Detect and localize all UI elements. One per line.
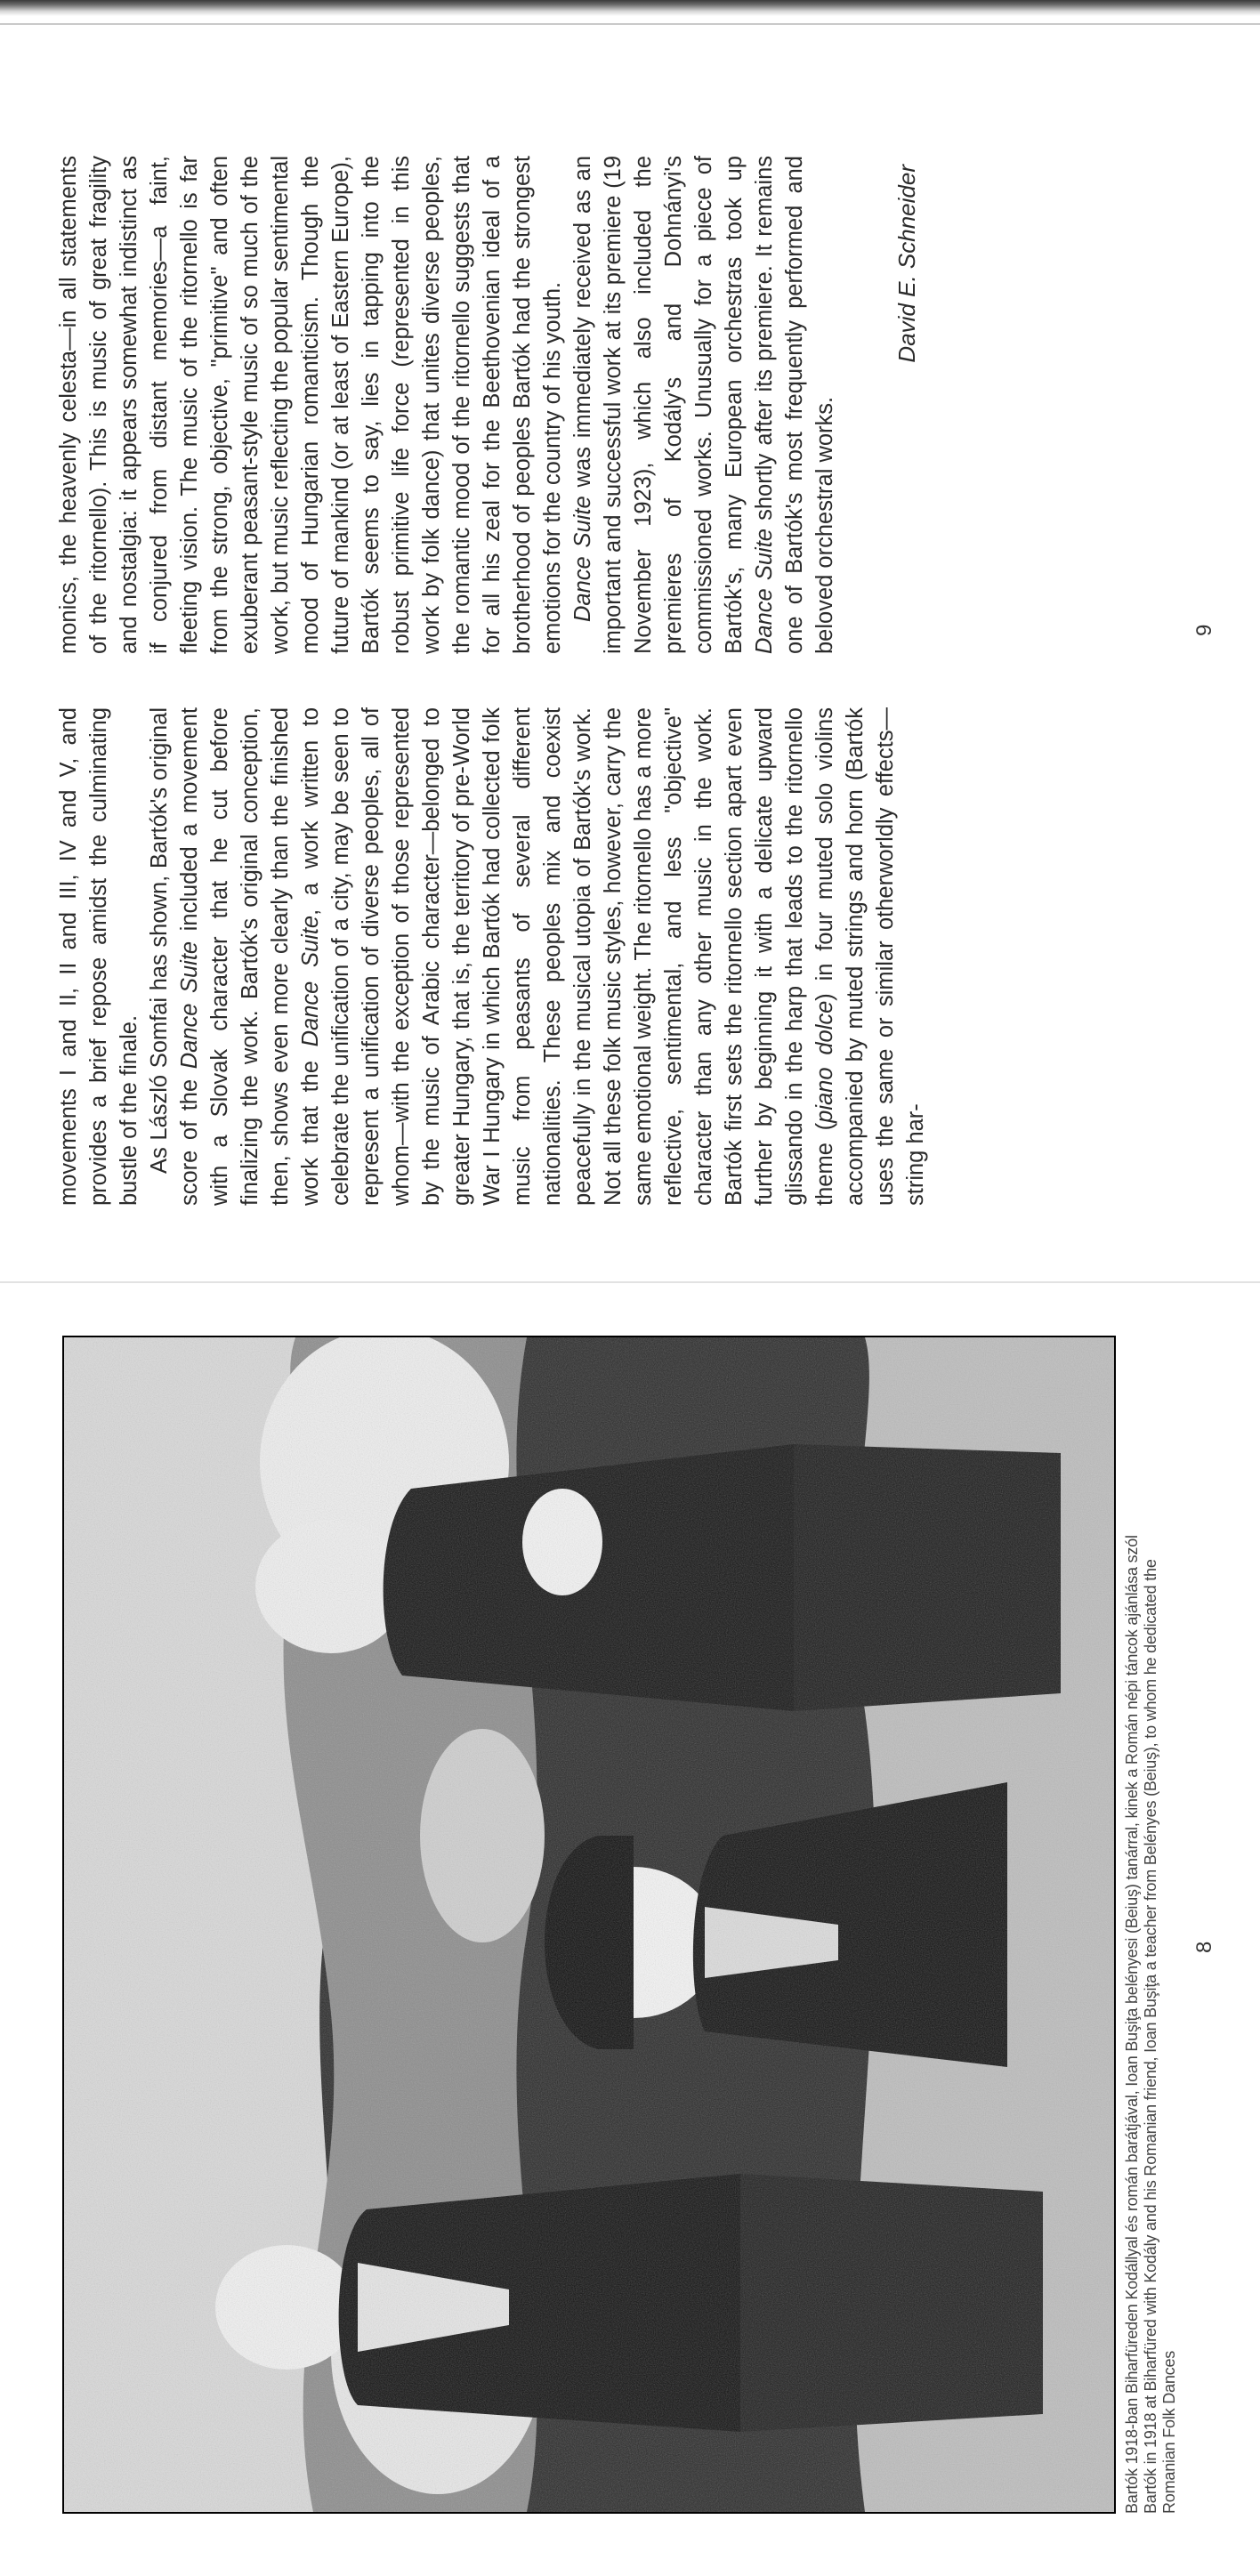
photo-illustration bbox=[64, 1337, 1114, 2512]
text-column-left bbox=[53, 707, 931, 1206]
author-signature: David E. Schneider bbox=[893, 165, 920, 363]
caption-line-english-1: Bartók in 1918 at Biharfüred with Kodály and his Romanian friend, Ioan Buşiţa a teacher from Belényes (Beiuş), to whom he dedicated the bbox=[1142, 1559, 1159, 2514]
paragraph: movements I and II, II and III, IV and V, and provides a brief repose amidst the culminating bustle of the finale. bbox=[56, 707, 141, 1206]
essay-page bbox=[53, 22, 1210, 1223]
caption-line-hungarian: Bartók 1918-ban Biharfüreden Kodállyal és román barátjával, Ioan Buşiţa belényesi (Beiuş) tanárral, kinek a Román népi táncok ajánlása szól bbox=[1123, 1535, 1141, 2514]
page-number-8: 8 bbox=[1192, 1941, 1216, 1953]
page-number-9: 9 bbox=[1192, 624, 1216, 636]
caption-line-english-2: Romanian Folk Dances bbox=[1160, 2350, 1178, 2514]
paragraph: As László Somfai has shown, Bartók's original score of the Dance Suite included a movement with a Slovak character that he cut before finalizing the work. Bartók's original conception, then, shows even more clearly than the finished work that the Dance Suite, a work written to celebrate the unification of a city, may be seen to represent a unification of diverse peoples, all of whom—with the exception of those represented by the music of Arabic character—belonged to greater Hungary, that is, the territory of pre-World War I Hungary in which Bartók had collected folk music from peasants of several different nationalities. These peoples mix and coexist peacefully in the musical utopia of Bartók's work. Not all these folk music styles, however, carry the same emotional weight. The ritornello has a more reflective, sentimental, and less "objective" character than any other music in the work. Bartók first sets the ritornello section apart even further by beginning it with a delicate upward glissando in the harp that leads to the ritornello theme (piano dolce) in four muted solo violins accompanied by muted strings and horn (Bartók uses the same or similar otherworldly effects—string har- bbox=[147, 707, 928, 1206]
text-column-right bbox=[53, 156, 922, 654]
paragraph: Dance Suite was immediately received as an important and successful work at its premiere (19 November 1923), which also included the premieres of Kodály's and Dohnányi's commissioned works. Unusually for a piece of Bartók's, many European orchestras took up Dance Suite shortly after its premiere. It remains one of Bartók's most frequently performed and beloved orchestral works. bbox=[570, 156, 837, 654]
historical-photo bbox=[62, 1336, 1116, 2514]
photo-caption bbox=[1123, 1339, 1179, 2514]
paragraph: monics, the heavenly celesta—in all statements of the ritornello). This is music of great fragility and nostalgia: it appears somewhat indistinct as if conjured from distant memories—a faint, fleeting vision. The music of the ritornello is far from the strong, objective, "primitive" and often exuberant peasant-style music of so much of the work, but music reflecting the popular sentimental mood of Hungarian romanticism. Though the future of mankind (or at least of Eastern Europe), Bartók seems to say, lies in tapping into the robust primitive life force (represented in this work by folk dance) that unites diverse peoples, the romantic mood of the ritornello suggests that for all his zeal for the Beethovenian ideal of a brotherhood of peoples Bartók had the strongest emotions for the country of his youth. bbox=[56, 156, 565, 654]
